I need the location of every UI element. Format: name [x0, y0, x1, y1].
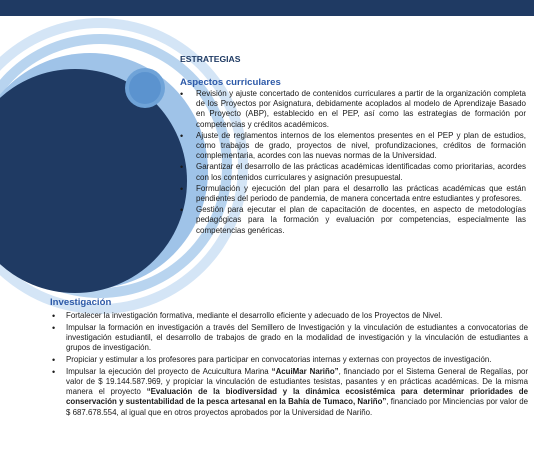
item-text: Impulsar la ejecución del proyecto de Acuicultura Marina	[66, 366, 272, 376]
project-name: “Evaluación de la biodiversidad y la dinámica ecosistémica para determinar prioridades de conservación y sustentabilidad de la pesca artesanal en la Bahía de Tumaco, Nariño”	[66, 387, 528, 407]
list-item: • Formulación y ejecución del plan para el desarrollo las prácticas académicas que están pendientes del periodo de pandemia, de manera concertada entre estudiantes y profesores.	[180, 184, 526, 204]
list-item: • Impulsar la formación en investigación a través del Semillero de Investigación y la vinculación de estudiantes a convocatorias de investigación estudiantil, el desarrollo de trabajos de grado en la modalidad de investigación y la vinculación de estudiantes a grupos de investigación.	[50, 323, 528, 354]
strategies-title: ESTRATEGIAS	[180, 54, 241, 64]
curricular-list	[180, 89, 526, 237]
research-heading: Investigación	[50, 297, 112, 308]
project-name: “AcuiMar Nariño”	[271, 366, 339, 376]
item-text: , financiado por Minciencias por valor de $ 687.678.554, al igual que en otros proyectos aprobados por la Universidad de Nariño.	[66, 397, 528, 417]
list-item	[50, 367, 528, 418]
list-item: • Propiciar y estimular a los profesores para participar en convocatorias internas y externas con proyectos de investigación.	[50, 355, 528, 365]
list-item: • Gestión para ejecutar el plan de capacitación de docentes, en aspecto de metodologías pedagógicas para la formación y evaluación por competencias, especialmente las competencias genéricas.	[180, 205, 526, 236]
list-item: • Ajuste de reglamentos internos de los elementos presentes en el PEP y plan de estudios, como trabajos de grado, proyectos de nivel, profundizaciones, créditos de formación complementaria, acordes con las nuevas normas de la Universidad.	[180, 131, 526, 162]
research-list	[50, 311, 528, 419]
curricular-heading: Aspectos curriculares	[180, 77, 281, 88]
list-item: • Fortalecer la investigación formativa, mediante el desarrollo eficiente y adecuado de los Proyectos de Nivel.	[50, 311, 528, 321]
list-item: • Garantizar el desarrollo de las prácticas académicas identificadas como prioritarias, acordes con los contenidos curriculares y asignación presupuestal.	[180, 162, 526, 182]
list-item: • Revisión y ajuste concertado de contenidos curriculares a partir de la organización completa de los Proyectos por Asignatura, debidamente acoplados al modelo de Aprendizaje Basado en Proyecto (ABP), establecido en el PEP, así como las estrategias de formación por competencias y créditos académicos.	[180, 89, 526, 130]
item-text: , financiado por el Sistema General de Regalías, por valor de $ 19.144.587.969, y propiciar la vinculación de estudiantes tesistas, pasantes y en prácticas académicas. De la misma manera el proyecto	[66, 366, 528, 397]
